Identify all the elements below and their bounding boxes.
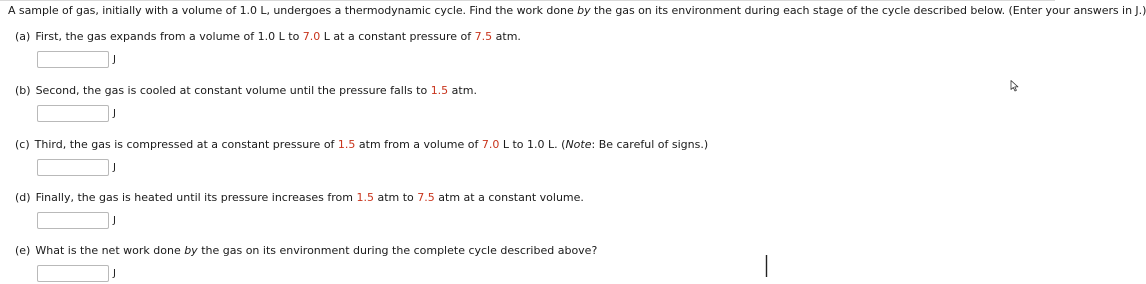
part-e-question [15,244,1035,258]
top-divider [0,0,1055,1]
part-d-text-3: atm at a constant volume. [434,191,584,204]
part-b-letter: (b) [15,84,31,97]
part-b-unit: J [113,108,116,119]
part-e-answer [37,265,1035,282]
part-c [15,138,1035,176]
part-b-question [15,84,1035,98]
part-d-letter: (d) [15,191,31,204]
part-c-answer [37,159,1035,176]
part-c-text-1: Third, the gas is compressed at a constant pressure of [34,138,338,151]
part-a-unit: J [113,54,116,65]
part-e-by-emphasis: by [184,244,198,257]
part-a [15,30,1035,68]
part-a-letter: (a) [15,30,31,43]
part-b-value-pressure: 1.5 [430,84,449,97]
intro-text-suffix: the gas on its environment during each stage of the cycle described below. (Enter your answers in J.) [590,4,1146,17]
part-b-answer-input[interactable] [37,105,109,122]
part-d-unit: J [113,215,116,226]
part-a-text-1: First, the gas expands from a volume of 1.0 L to [35,30,303,43]
part-a-answer [37,51,1035,68]
part-e-answer-input[interactable] [37,265,109,282]
problem-intro [8,4,1146,18]
part-a-answer-input[interactable] [37,51,109,68]
part-b [15,84,1035,122]
part-c-note-emphasis: Note [565,138,592,151]
text-caret-icon [765,255,768,277]
part-c-text-3: L to 1.0 L. ( [499,138,566,151]
part-c-question [15,138,1035,152]
part-b-text-1: Second, the gas is cooled at constant volume until the pressure falls to [35,84,431,97]
part-d-answer-input[interactable] [37,212,109,229]
part-c-answer-input[interactable] [37,159,109,176]
part-b-text-2: atm. [448,84,477,97]
intro-text-prefix: A sample of gas, initially with a volume of 1.0 L, undergoes a thermodynamic cycle. Find the work done [8,4,578,17]
part-d-value-pressure-low: 1.5 [356,191,374,204]
part-d [15,191,1035,229]
part-b-answer [37,105,1035,122]
part-a-value-pressure: 7.5 [474,30,493,43]
part-e [15,244,1035,282]
part-c-text-4: : Be careful of signs.) [591,138,709,151]
mouse-pointer-icon [1010,80,1020,92]
part-c-letter: (c) [15,138,30,151]
part-a-value-volume: 7.0 [302,30,321,43]
part-c-value-pressure: 1.5 [337,138,356,151]
part-c-text-2: atm from a volume of [355,138,482,151]
part-c-value-volume: 7.0 [481,138,500,151]
part-e-text-2: the gas on its environment during the complete cycle described above? [197,244,598,257]
part-a-question [15,30,1035,44]
intro-by-emphasis: by [577,4,591,17]
part-d-text-2: atm to [373,191,418,204]
part-c-unit: J [113,162,116,173]
part-d-answer [37,212,1035,229]
part-d-question [15,191,1035,205]
part-e-text-1: What is the net work done [35,244,185,257]
part-a-text-2: L at a constant pressure of [320,30,475,43]
part-e-unit: J [113,268,116,279]
part-d-value-pressure-high: 7.5 [417,191,435,204]
part-e-letter: (e) [15,244,31,257]
part-a-text-3: atm. [492,30,521,43]
part-d-text-1: Finally, the gas is heated until its pressure increases from [35,191,357,204]
